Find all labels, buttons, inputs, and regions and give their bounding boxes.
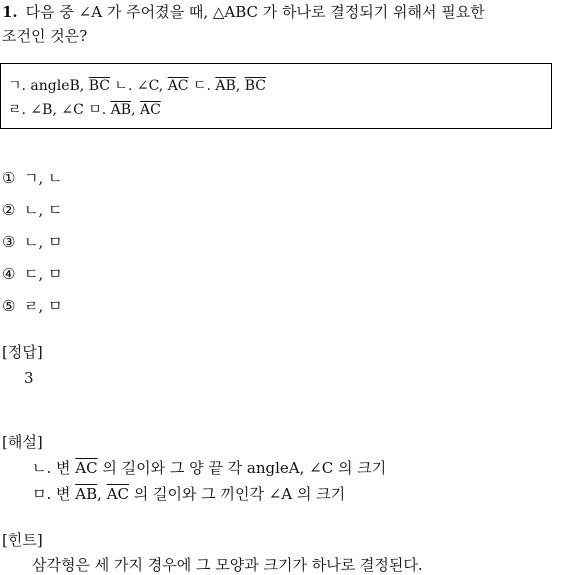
- choice-mark: ②: [2, 201, 16, 219]
- choice-4[interactable]: [2, 264, 63, 284]
- choice-3[interactable]: [2, 232, 63, 252]
- conditions-box: [0, 63, 552, 129]
- answer-title: [정답]: [2, 343, 43, 361]
- text-fragment: ㄴ. 변: [32, 459, 76, 477]
- segment-notation: $\overline{AC}$: [139, 102, 161, 118]
- choice-mark: ③: [2, 233, 16, 251]
- hint-title: [힌트]: [2, 531, 43, 549]
- text-fragment: ㄴ. ∠C,: [109, 78, 168, 94]
- text-fragment: ,: [97, 485, 107, 503]
- explanation-line-1: [32, 458, 386, 478]
- text-fragment: ㄱ. angleB,: [8, 78, 89, 94]
- choice-text: ㄱ, ㄴ: [24, 169, 63, 187]
- choice-5[interactable]: [2, 296, 63, 316]
- answer-value: 3: [24, 369, 34, 387]
- segment-notation: $\overline{AB}$: [215, 78, 236, 94]
- segment-notation: $\overline{AB}$: [110, 102, 132, 118]
- question-line-1: [2, 2, 485, 22]
- choice-mark: ⑤: [2, 297, 16, 315]
- question-line-2: 조건인 것은?: [2, 27, 88, 45]
- choice-2[interactable]: [2, 200, 63, 220]
- conditions-line-2: [8, 101, 161, 119]
- text-fragment: ,: [235, 78, 245, 94]
- text-fragment: 의 길이와 그 양 끝 각 angleA, ∠C 의 크기: [97, 459, 387, 477]
- text-fragment: ,: [131, 102, 140, 118]
- text-fragment: ㄹ. ∠B, ∠C ㅁ.: [8, 102, 111, 118]
- question-number: 1.: [2, 3, 18, 21]
- choice-text: ㄴ, ㄷ: [24, 201, 63, 219]
- text-fragment: ㅁ. 변: [32, 485, 76, 503]
- question-text-1: 다음 중 ∠A 가 주어졌을 때, △ABC 가 하나로 결정되기 위해서 필요한: [25, 3, 485, 21]
- conditions-line-1: [8, 77, 266, 95]
- choice-text: ㄷ, ㅁ: [24, 265, 63, 283]
- explanation-title: [해설]: [2, 433, 43, 451]
- segment-notation: $\overline{AC}$: [106, 485, 130, 503]
- explanation-line-2: [32, 484, 345, 504]
- choice-1[interactable]: [2, 168, 63, 188]
- segment-notation: $\overline{BC}$: [88, 78, 110, 94]
- segment-notation: $\overline{AC}$: [75, 459, 98, 477]
- choice-text: ㄹ, ㅁ: [24, 297, 63, 315]
- text-fragment: ㄷ.: [188, 78, 216, 94]
- choice-text: ㄴ, ㅁ: [24, 233, 63, 251]
- segment-notation: $\overline{AB}$: [75, 485, 98, 503]
- segment-notation: $\overline{AC}$: [167, 78, 189, 94]
- hint-text: 삼각형은 세 가지 경우에 그 모양과 크기가 하나로 결정된다.: [32, 556, 423, 574]
- choice-mark: ①: [2, 169, 16, 187]
- text-fragment: 의 길이와 그 끼인각 ∠A 의 크기: [129, 485, 346, 503]
- choice-mark: ④: [2, 265, 16, 283]
- segment-notation: $\overline{BC}$: [244, 78, 266, 94]
